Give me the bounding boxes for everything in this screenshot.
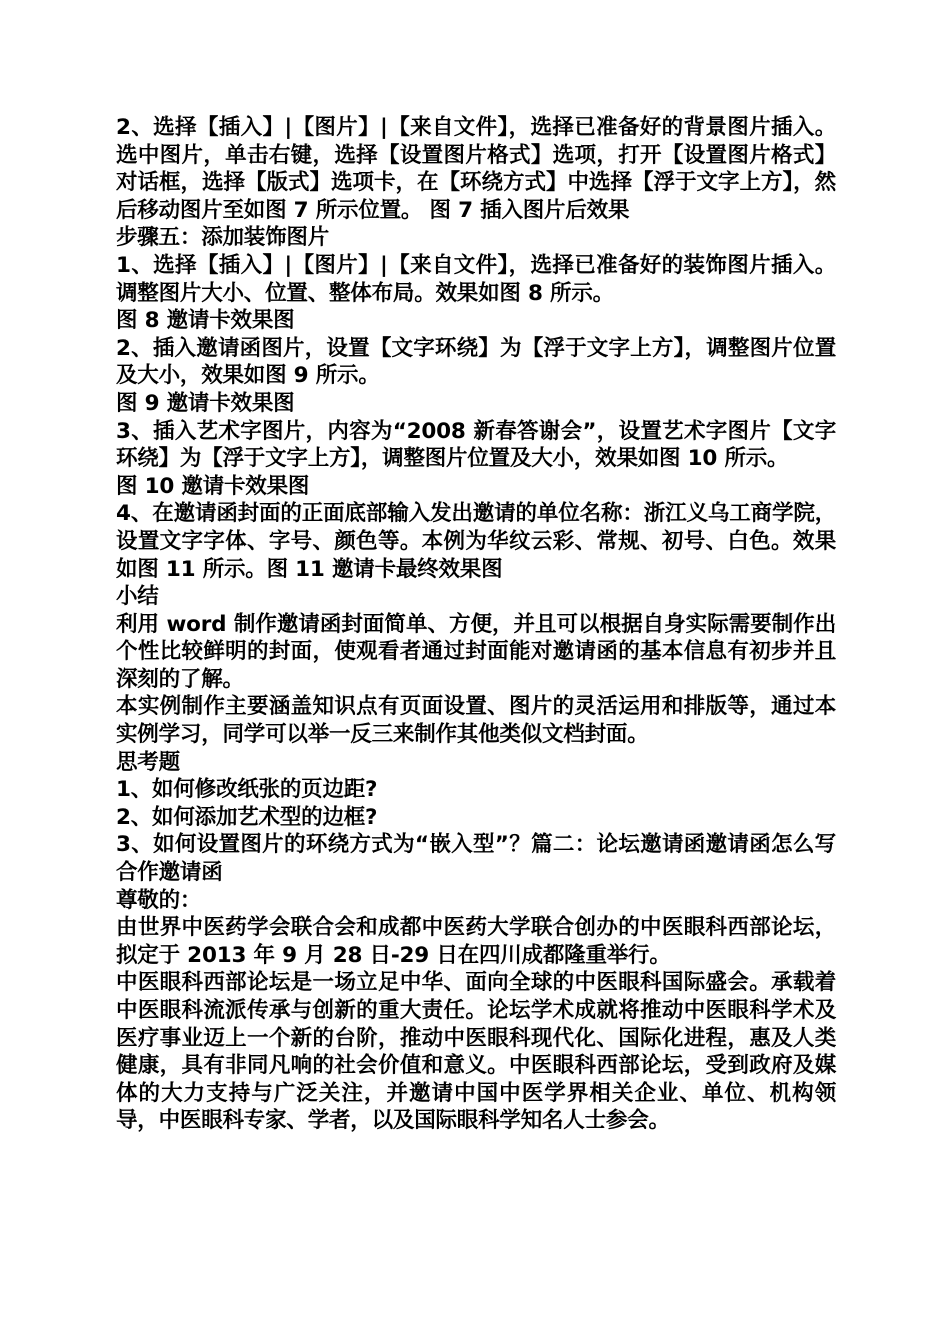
heading-summary: 小结 [116,584,159,610]
heading-questions: 思考题 [116,749,180,775]
paragraph-forum-announcement: 由世界中医药学会联合会和成都中医药大学联合创办的中医眼科西部论坛，拟定于 2013 年 9 月 28 日-29 日在四川成都隆重举行。 [116,915,836,968]
paragraph-forum-description: 中医眼科西部论坛是一场立足中华、面向全球的中医眼科国际盛会。承载着中医眼科流派传承与创新的重大责任。论坛学术成就将推动中医眼科学术及医疗事业迈上一个新的台阶，推动中医眼科现代化、国际化进程，惠及人类健康，具有非同凡响的社会价值和意义。中医眼科西部论坛，受到政府及媒体的大力支持与广泛关注，并邀请中国中医学界相关企业、单位、机构领导，中医眼科专家、学者，以及国际眼科学知名人士参会。 [116,970,836,1134]
question-1: 1、如何修改纸张的页边距? [116,777,378,803]
paragraph-organization-name: 4、在邀请函封面的正面底部输入发出邀请的单位名称：浙江义乌工商学院，设置文字字体、字号、颜色等。本例为华纹云彩、常规、初号、白色。效果如图 11 所示。图 11 邀请卡最终效果图 [116,501,836,582]
heading-step-five: 步骤五：添加装饰图片 [116,225,330,251]
salutation: 尊敬的： [116,887,202,913]
document-body [116,114,836,1135]
paragraph-insert-wordart: 3、插入艺术字图片，内容为“2008 新春答谢会”，设置艺术字图片【文字环绕】为【浮于文字上方】，调整图片位置及大小，效果如图 10 所示。 [116,418,836,472]
paragraph-insert-decoration-image: 1、选择【插入】|【图片】|【来自文件】，选择已准备好的装饰图片插入。调整图片大小、位置、整体布局。效果如图 8 所示。 [116,252,836,306]
question-2: 2、如何添加艺术型的边框? [116,804,378,830]
caption-figure-9: 图 9 邀请卡效果图 [116,390,295,416]
paragraph-insert-invitation-image: 2、插入邀请函图片，设置【文字环绕】为【浮于文字上方】，调整图片位置及大小，效果如图 9 所示。 [116,335,836,389]
paragraph-insert-background-image: 2、选择【插入】|【图片】|【来自文件】，选择已准备好的背景图片插入。选中图片，单击右键，选择【设置图片格式】选项，打开【设置图片格式】对话框，选择【版式】选项卡，在【环绕方式】中选择【浮于文字上方】，然后移动图片至如图 7 所示位置。 图 7 插入图片后效果 [116,115,836,223]
paragraph-summary-2: 本实例制作主要涵盖知识点有页面设置、图片的灵活运用和排版等，通过本实例学习，同学可以举一反三来制作其他类似文档封面。 [116,694,836,748]
paragraph-summary-1: 利用 word 制作邀请函封面简单、方便，并且可以根据自身实际需要制作出个性比较鲜明的封面，使观看者通过封面能对邀请函的基本信息有初步并且深刻的了解。 [116,611,836,692]
caption-figure-10: 图 10 邀请卡效果图 [116,473,310,499]
question-3: 3、如何设置图片的环绕方式为“嵌入型”？篇二：论坛邀请函邀请函怎么写合作邀请函 [116,832,836,886]
caption-figure-8: 图 8 邀请卡效果图 [116,308,295,334]
